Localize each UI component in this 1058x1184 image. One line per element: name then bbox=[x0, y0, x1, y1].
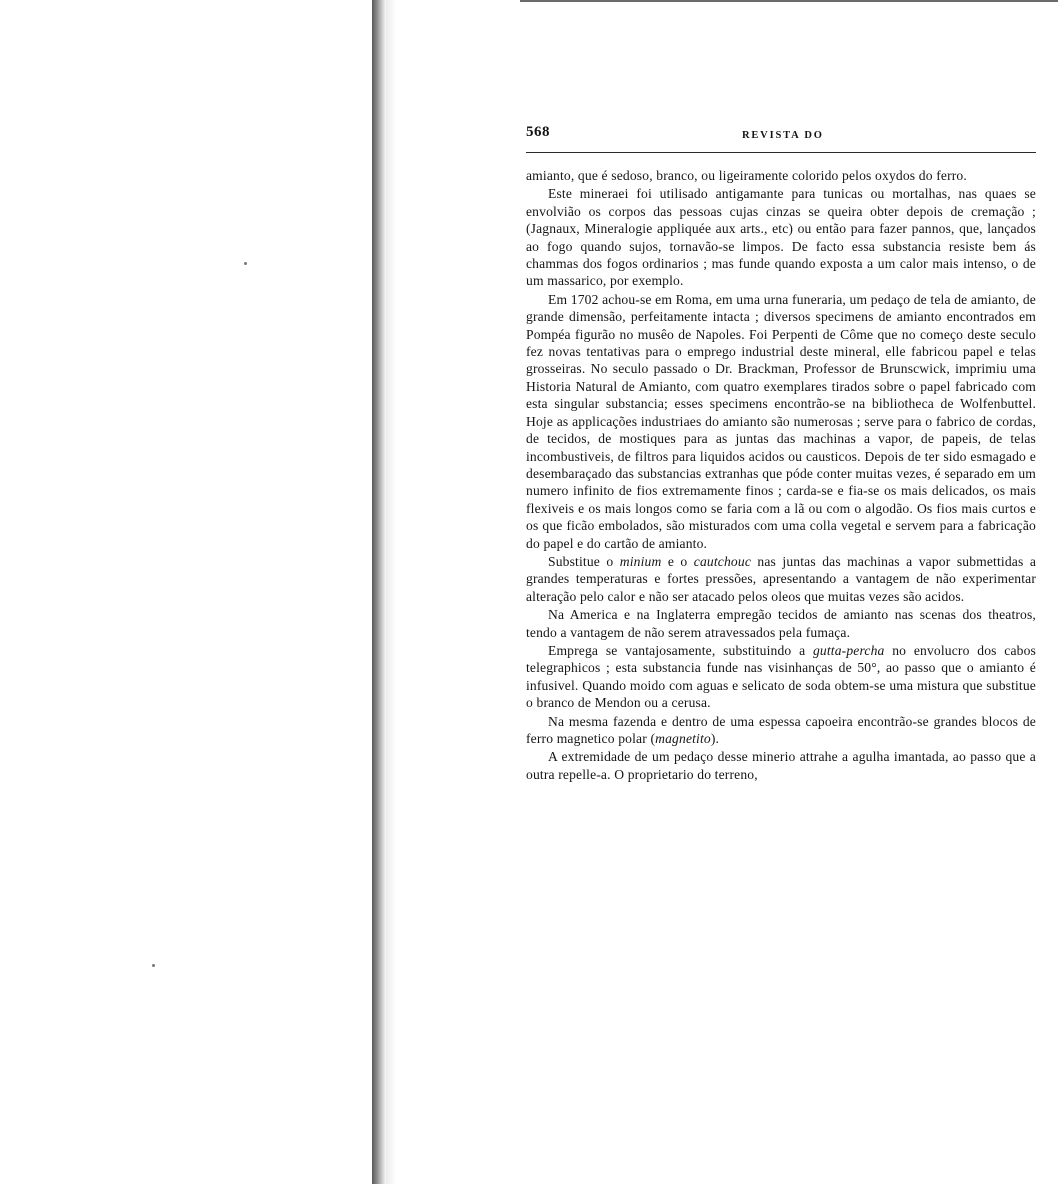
italic-term: magnetito bbox=[655, 731, 711, 746]
paragraph bbox=[526, 642, 1036, 712]
blank-left-page bbox=[0, 0, 372, 1184]
running-head bbox=[526, 120, 1036, 142]
running-title: REVISTA DO bbox=[742, 130, 824, 141]
book-gutter-shadow bbox=[372, 0, 386, 1184]
paragraph bbox=[526, 713, 1036, 748]
paragraph: Na America e na Inglaterra empregão tecidos de amianto nas scenas dos theatros, tendo a vantagem de não serem atravessados pela fumaça. bbox=[526, 607, 1036, 640]
text-run: e o bbox=[661, 553, 694, 569]
paragraph: Este mineraei foi utilisado antigamante para tunicas ou mortalhas, nas quaes se envolvião os corpos das pessoas cujas cinzas se queira obter depois de cremação ; (Jagnaux, Mineralogie appliquée aux arts., etc) ou então para fazer pannos, que, lançados ao fogo quando sujos, tornavão-se limpos. De facto essa substancia resiste bem ás chammas dos fogos ordinarios ; mas funde quando exposta a um calor mais intenso, o de um massarico, por exemplo. bbox=[526, 186, 1036, 289]
body-text bbox=[526, 167, 1036, 783]
italic-term: cautchouc bbox=[693, 553, 752, 569]
book-gutter-fade bbox=[386, 0, 396, 1184]
paragraph bbox=[526, 553, 1036, 605]
text-run: ). bbox=[710, 731, 720, 746]
text-run: Substitue o bbox=[548, 553, 620, 569]
header-rule bbox=[526, 152, 1036, 153]
text-run: Na mesma fazenda e dentro de uma espessa capoeira encontrão-se grandes blocos de ferro magnetico polar ( bbox=[526, 713, 1036, 746]
text-run: no envolucro dos cabos telegraphicos ; esta substancia funde nas visinhanças de 50°, ao passo que o amianto é infusivel. Quando moido com aguas e selicato de soda obtem-se uma mistura que substitue o branco de Mendon ou a cerusa. bbox=[526, 642, 1037, 711]
paper-speck bbox=[152, 964, 155, 967]
text-run: Emprega se vantajosamente, substituindo a bbox=[548, 642, 813, 658]
paragraph: A extremidade de um pedaço desse minerio attrahe a agulha imantada, ao passo que a outra repelle-a. O proprietario do terreno, bbox=[526, 749, 1036, 782]
paragraph: Em 1702 achou-se em Roma, em uma urna funeraria, um pedaço de tela de amianto, de grande dimensão, perfeitamente intacta ; diversos specimens de amianto encontrados em Pompéa figurão no musêo de Napoles. Foi Perpenti de Côme que no começo deste seculo fez novas tentativas para o emprego industrial deste mineral, elle fabricou papel e telas grosseiras. No seculo passado o Dr. Brackman, Professor de Brunscwick, imprimiu uma Historia Natural de Amianto, com quatro exemplares tirados sobre o papel fabricado com esta singular substancia; esses specimens encontrão-se na bibliotheca de Wolfenbuttel. Hoje as applicações industriaes do amianto são numerosas ; serve para o fabrico de cordas, de tecidos, de mostiques para as juntas das machinas a vapor, de papeis, de telas incombustiveis, de filtros para liquidos acidos ou causticos. Depois de ter sido esmagado e desembaraçado das substancias extranhas que póde conter muitas vezes, é separado em um numero infinito de fios extremamente finos ; carda-se e fia-se os mais delicados, os mais flexiveis e os mais longos como se faria com a lã ou com o algodão. Os fios mais curtos e os que ficão embolados, são misturados com uma colla vegetal e servem para a fabricação do papel e do cartão de amianto. bbox=[526, 291, 1036, 551]
paper-speck bbox=[244, 262, 247, 265]
italic-term: minium bbox=[619, 553, 662, 569]
paragraph: amianto, que é sedoso, branco, ou ligeiramente colorido pelos oxydos do ferro. bbox=[526, 168, 967, 183]
text-run: nas juntas das machinas a vapor submettidas a grandes temperaturas e fortes pressões, apresentando a vantagem de não experimentar alteração pelo calor e não ser atacado pelos oleos que muitas vezes são acidos. bbox=[526, 553, 1037, 604]
page-number: 568 bbox=[526, 124, 550, 140]
page-top-edge bbox=[520, 0, 1058, 2]
printed-page bbox=[526, 120, 1036, 784]
italic-term: gutta-percha bbox=[812, 642, 885, 658]
